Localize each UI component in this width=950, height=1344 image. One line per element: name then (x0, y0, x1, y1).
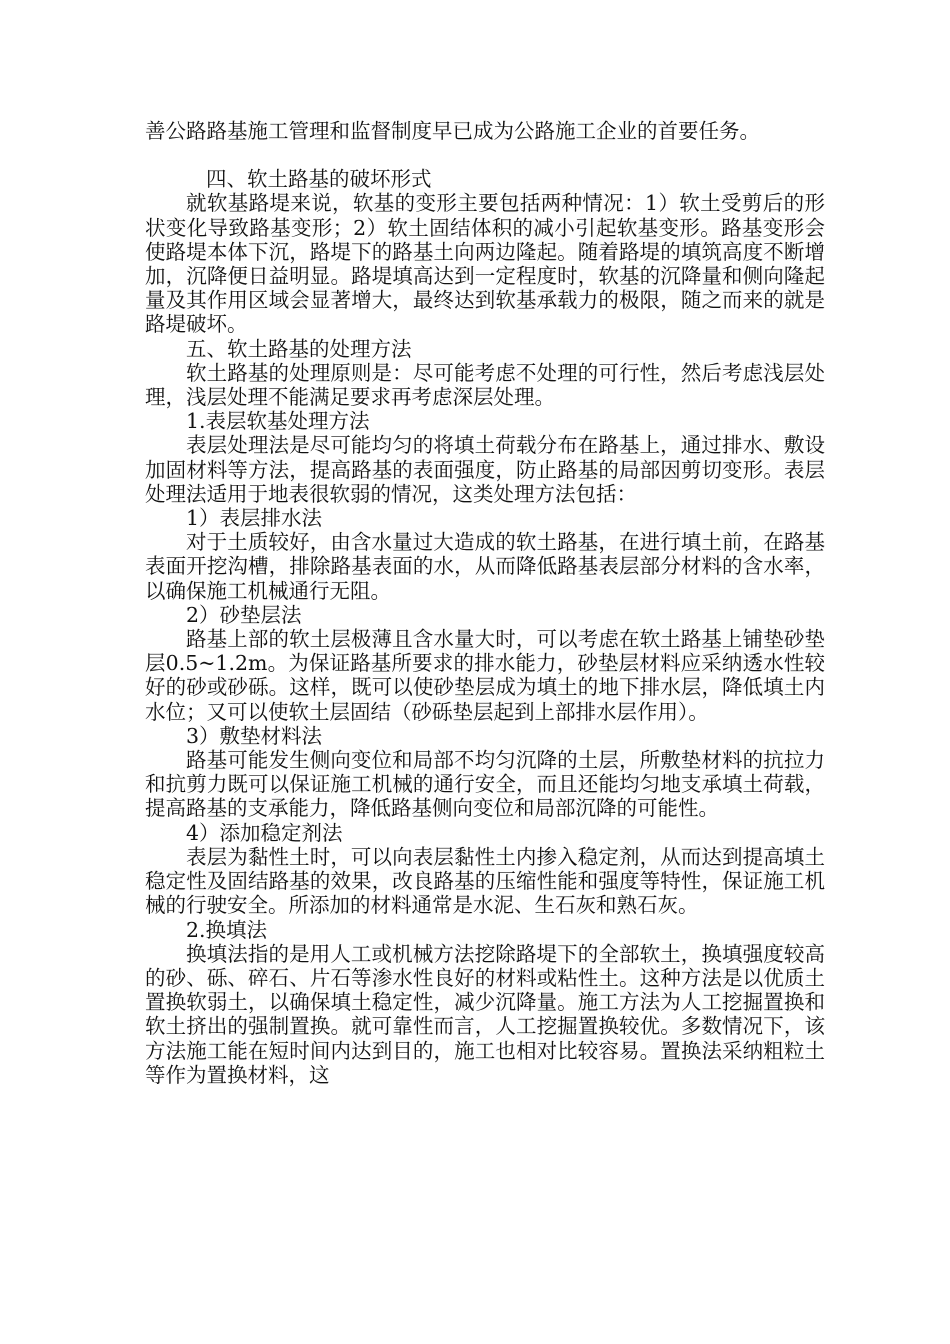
document-page (145, 119, 825, 1087)
method-1-4-heading: 4）添加稳定剂法 (186, 820, 343, 845)
method-1-2-paragraph: 路基上部的软土层极薄且含水量大时，可以考虑在软土路基上铺垫砂垫层0.5~1.2m。为保证路基所要求的排水能力，砂垫层材料应采纳透水性较好的砂或砂砾。这样，既可以使砂垫层成为填土的地下排水层，降低填土内水位；又可以使软土层固结（砂砾垫层起到上部排水层作用）。 (145, 627, 825, 724)
method-2-paragraph: 换填法指的是用人工或机械方法挖除路堤下的全部软土，换填强度较高的砂、砾、碎石、片石等渗水性良好的材料或粘性土。这种方法是以优质土置换软弱土，以确保填土稳定性，减少沉降量。施工方法为人工挖掘置换和软土挤出的强制置换。就可靠性而言，人工挖掘置换较优。多数情况下，该方法施工能在短时间内达到目的，施工也相对比较容易。置换法采纳粗粒土等作为置换材料，这 (145, 941, 825, 1087)
section-5-paragraph: 软土路基的处理原则是：尽可能考虑不处理的可行性，然后考虑浅层处理，浅层处理不能满足要求再考虑深层处理。 (145, 360, 825, 410)
intro-paragraph: 善公路路基施工管理和监督制度早已成为公路施工企业的首要任务。 (145, 119, 760, 143)
method-1-1-paragraph: 对于土质较好，由含水量过大造成的软土路基，在进行填土前，在路基表面开挖沟槽，排除路基表面的水，从而降低路基表层部分材料的含水率，以确保施工机械通行无阻。 (145, 530, 825, 603)
method-1-3-heading: 3）敷垫材料法 (186, 723, 323, 748)
method-1-1-heading: 1）表层排水法 (186, 506, 323, 531)
method-1-2-heading: 2）砂垫层法 (186, 602, 302, 627)
paragraph-gap (145, 143, 825, 167)
method-1-paragraph: 表层处理法是尽可能均匀的将填土荷载分布在路基上，通过排水、敷设加固材料等方法，提高路基的表面强度，防止路基的局部因剪切变形。表层处理法适用于地表很软弱的情况，这类处理方法包括： (145, 433, 825, 506)
method-2-heading: 2.换填法 (186, 917, 268, 942)
section-5-heading: 五、软土路基的处理方法 (186, 336, 412, 361)
section-4-paragraph: 就软基路堤来说，软基的变形主要包括两种情况：1）软土受剪后的形状变化导致路基变形；2）软土固结体积的减小引起软基变形。路基变形会使路堤本体下沉，路堤下的路基土向两边隆起。随着路堤的填筑高度不断增加，沉降便日益明显。路堤填高达到一定程度时，软基的沉降量和侧向隆起量及其作用区域会显著增大，最终达到软基承载力的极限，随之而来的就是路堤破坏。 (145, 191, 825, 337)
method-1-3-paragraph: 路基可能发生侧向变位和局部不均匀沉降的土层，所敷垫材料的抗拉力和抗剪力既可以保证施工机械的通行安全，而且还能均匀地支承填土荷载，提高路基的支承能力，降低路基侧向变位和局部沉降的可能性。 (145, 748, 825, 821)
method-1-heading: 1.表层软基处理方法 (186, 409, 370, 434)
method-1-4-paragraph: 表层为黏性土时，可以向表层黏性土内掺入稳定剂，从而达到提高填土稳定性及固结路基的效果，改良路基的压缩性能和强度等特性，保证施工机械的行驶安全。所添加的材料通常是水泥、生石灰和熟石灰。 (145, 844, 825, 918)
section-4-heading: 四、软土路基的破坏形式 (206, 167, 432, 192)
